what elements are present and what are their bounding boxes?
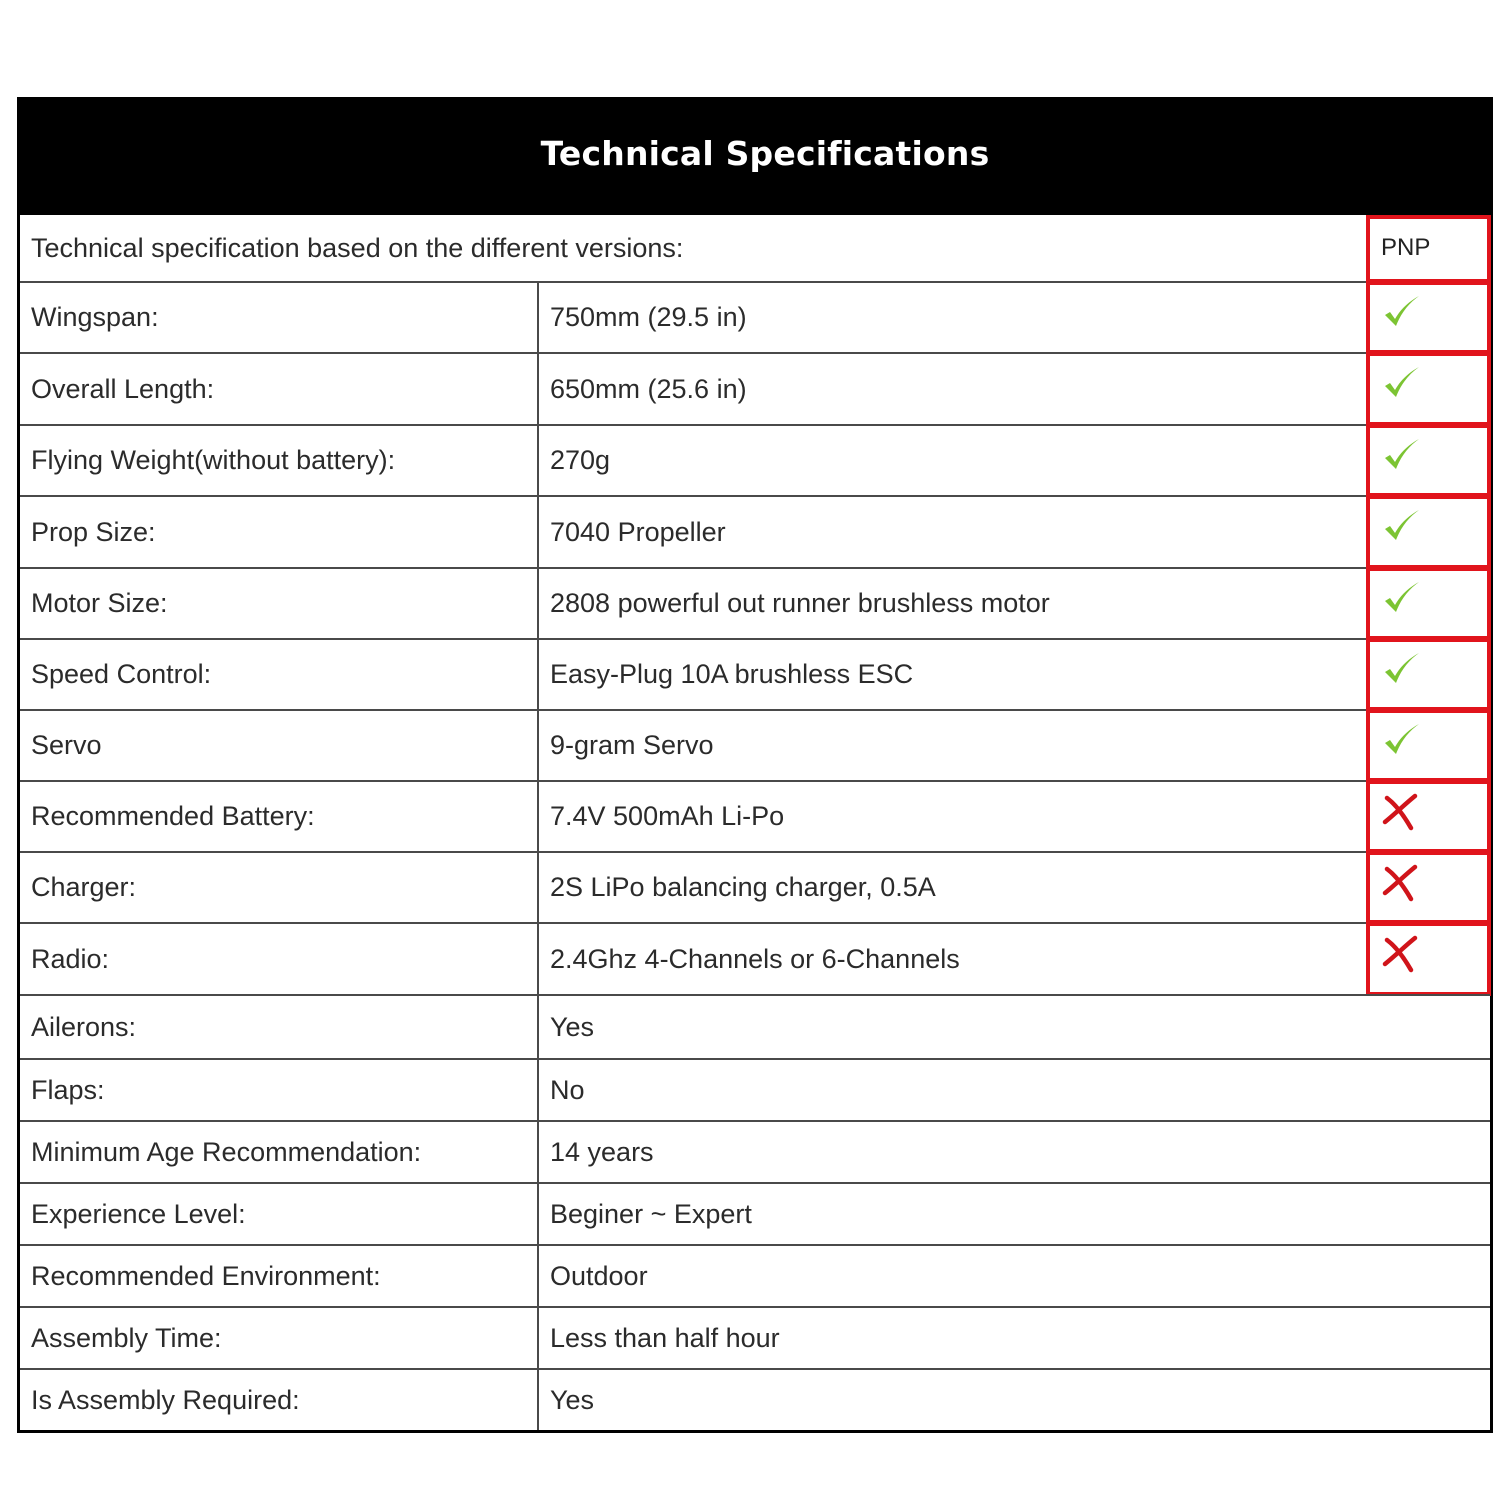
table-row bbox=[20, 709, 1490, 780]
spec-value: 750mm (29.5 in) bbox=[550, 302, 747, 332]
spec-value: 270g bbox=[550, 445, 611, 475]
cross-icon bbox=[1381, 792, 1421, 832]
table-row bbox=[20, 994, 1490, 1058]
header-version: PNP bbox=[1381, 234, 1431, 261]
check-icon bbox=[1381, 721, 1421, 761]
spec-label: Flying Weight(without battery): bbox=[20, 426, 539, 495]
check-icon bbox=[1381, 507, 1421, 547]
check-icon bbox=[1381, 293, 1421, 333]
spec-table bbox=[17, 215, 1493, 1433]
spec-value: Outdoor bbox=[550, 1260, 648, 1291]
spec-value: Beginer ~ Expert bbox=[550, 1198, 752, 1229]
spec-value: Yes bbox=[550, 1384, 595, 1415]
table-row bbox=[20, 1058, 1490, 1120]
page-title: Technical Specifications bbox=[540, 133, 990, 173]
spec-label: Experience Level: bbox=[20, 1184, 539, 1244]
spec-label: Wingspan: bbox=[20, 283, 539, 352]
table-row bbox=[20, 1120, 1490, 1182]
spec-label: Assembly Time: bbox=[20, 1308, 539, 1368]
spec-value: Yes bbox=[550, 1011, 595, 1042]
spec-label: Flaps: bbox=[20, 1060, 539, 1120]
spec-label: Motor Size: bbox=[20, 569, 539, 638]
spec-value: Easy-Plug 10A brushless ESC bbox=[550, 659, 914, 689]
spec-label: Is Assembly Required: bbox=[20, 1370, 539, 1430]
spec-value: Less than half hour bbox=[550, 1322, 780, 1353]
spec-label: Prop Size: bbox=[20, 497, 539, 567]
cross-icon bbox=[1381, 863, 1421, 903]
spec-value: 9-gram Servo bbox=[550, 730, 714, 760]
table-row bbox=[20, 495, 1490, 567]
table-row bbox=[20, 352, 1490, 424]
highlight-box bbox=[1366, 215, 1491, 283]
table-row bbox=[20, 281, 1490, 352]
spec-value: No bbox=[550, 1074, 585, 1105]
spec-value: 2808 powerful out runner brushless motor bbox=[550, 588, 1050, 618]
spec-value: 7040 Propeller bbox=[550, 516, 726, 547]
table-header-row bbox=[20, 215, 1490, 281]
spec-label: Charger: bbox=[20, 853, 539, 922]
table-row bbox=[20, 567, 1490, 638]
spec-label: Overall Length: bbox=[20, 354, 539, 424]
spec-value: 2S LiPo balancing charger, 0.5A bbox=[550, 872, 936, 902]
table-row bbox=[20, 1368, 1490, 1430]
check-icon bbox=[1381, 579, 1421, 619]
spec-label: Speed Control: bbox=[20, 640, 539, 709]
spec-label: Servo bbox=[20, 711, 539, 780]
spec-value: 14 years bbox=[550, 1136, 654, 1167]
spec-label: Recommended Battery: bbox=[20, 782, 539, 851]
header-label: Technical specification based on the different versions: bbox=[31, 232, 684, 263]
table-row bbox=[20, 424, 1490, 495]
check-icon bbox=[1381, 650, 1421, 690]
table-row bbox=[20, 638, 1490, 709]
spec-label: Ailerons: bbox=[20, 996, 539, 1058]
table-row bbox=[20, 851, 1490, 922]
spec-label: Radio: bbox=[20, 924, 539, 994]
check-icon bbox=[1381, 436, 1421, 476]
spec-label: Minimum Age Recommendation: bbox=[20, 1122, 539, 1182]
table-row bbox=[20, 1306, 1490, 1368]
spec-value: 7.4V 500mAh Li-Po bbox=[550, 801, 785, 831]
table-row bbox=[20, 922, 1490, 994]
spec-value: 650mm (25.6 in) bbox=[550, 373, 747, 404]
spec-label: Recommended Environment: bbox=[20, 1246, 539, 1306]
table-row bbox=[20, 780, 1490, 851]
spec-value: 2.4Ghz 4-Channels or 6-Channels bbox=[550, 943, 960, 974]
title-bar bbox=[17, 97, 1493, 215]
check-icon bbox=[1381, 364, 1421, 404]
table-row bbox=[20, 1182, 1490, 1244]
spec-table-container bbox=[17, 97, 1493, 1433]
table-row bbox=[20, 1244, 1490, 1306]
cross-icon bbox=[1381, 934, 1421, 974]
